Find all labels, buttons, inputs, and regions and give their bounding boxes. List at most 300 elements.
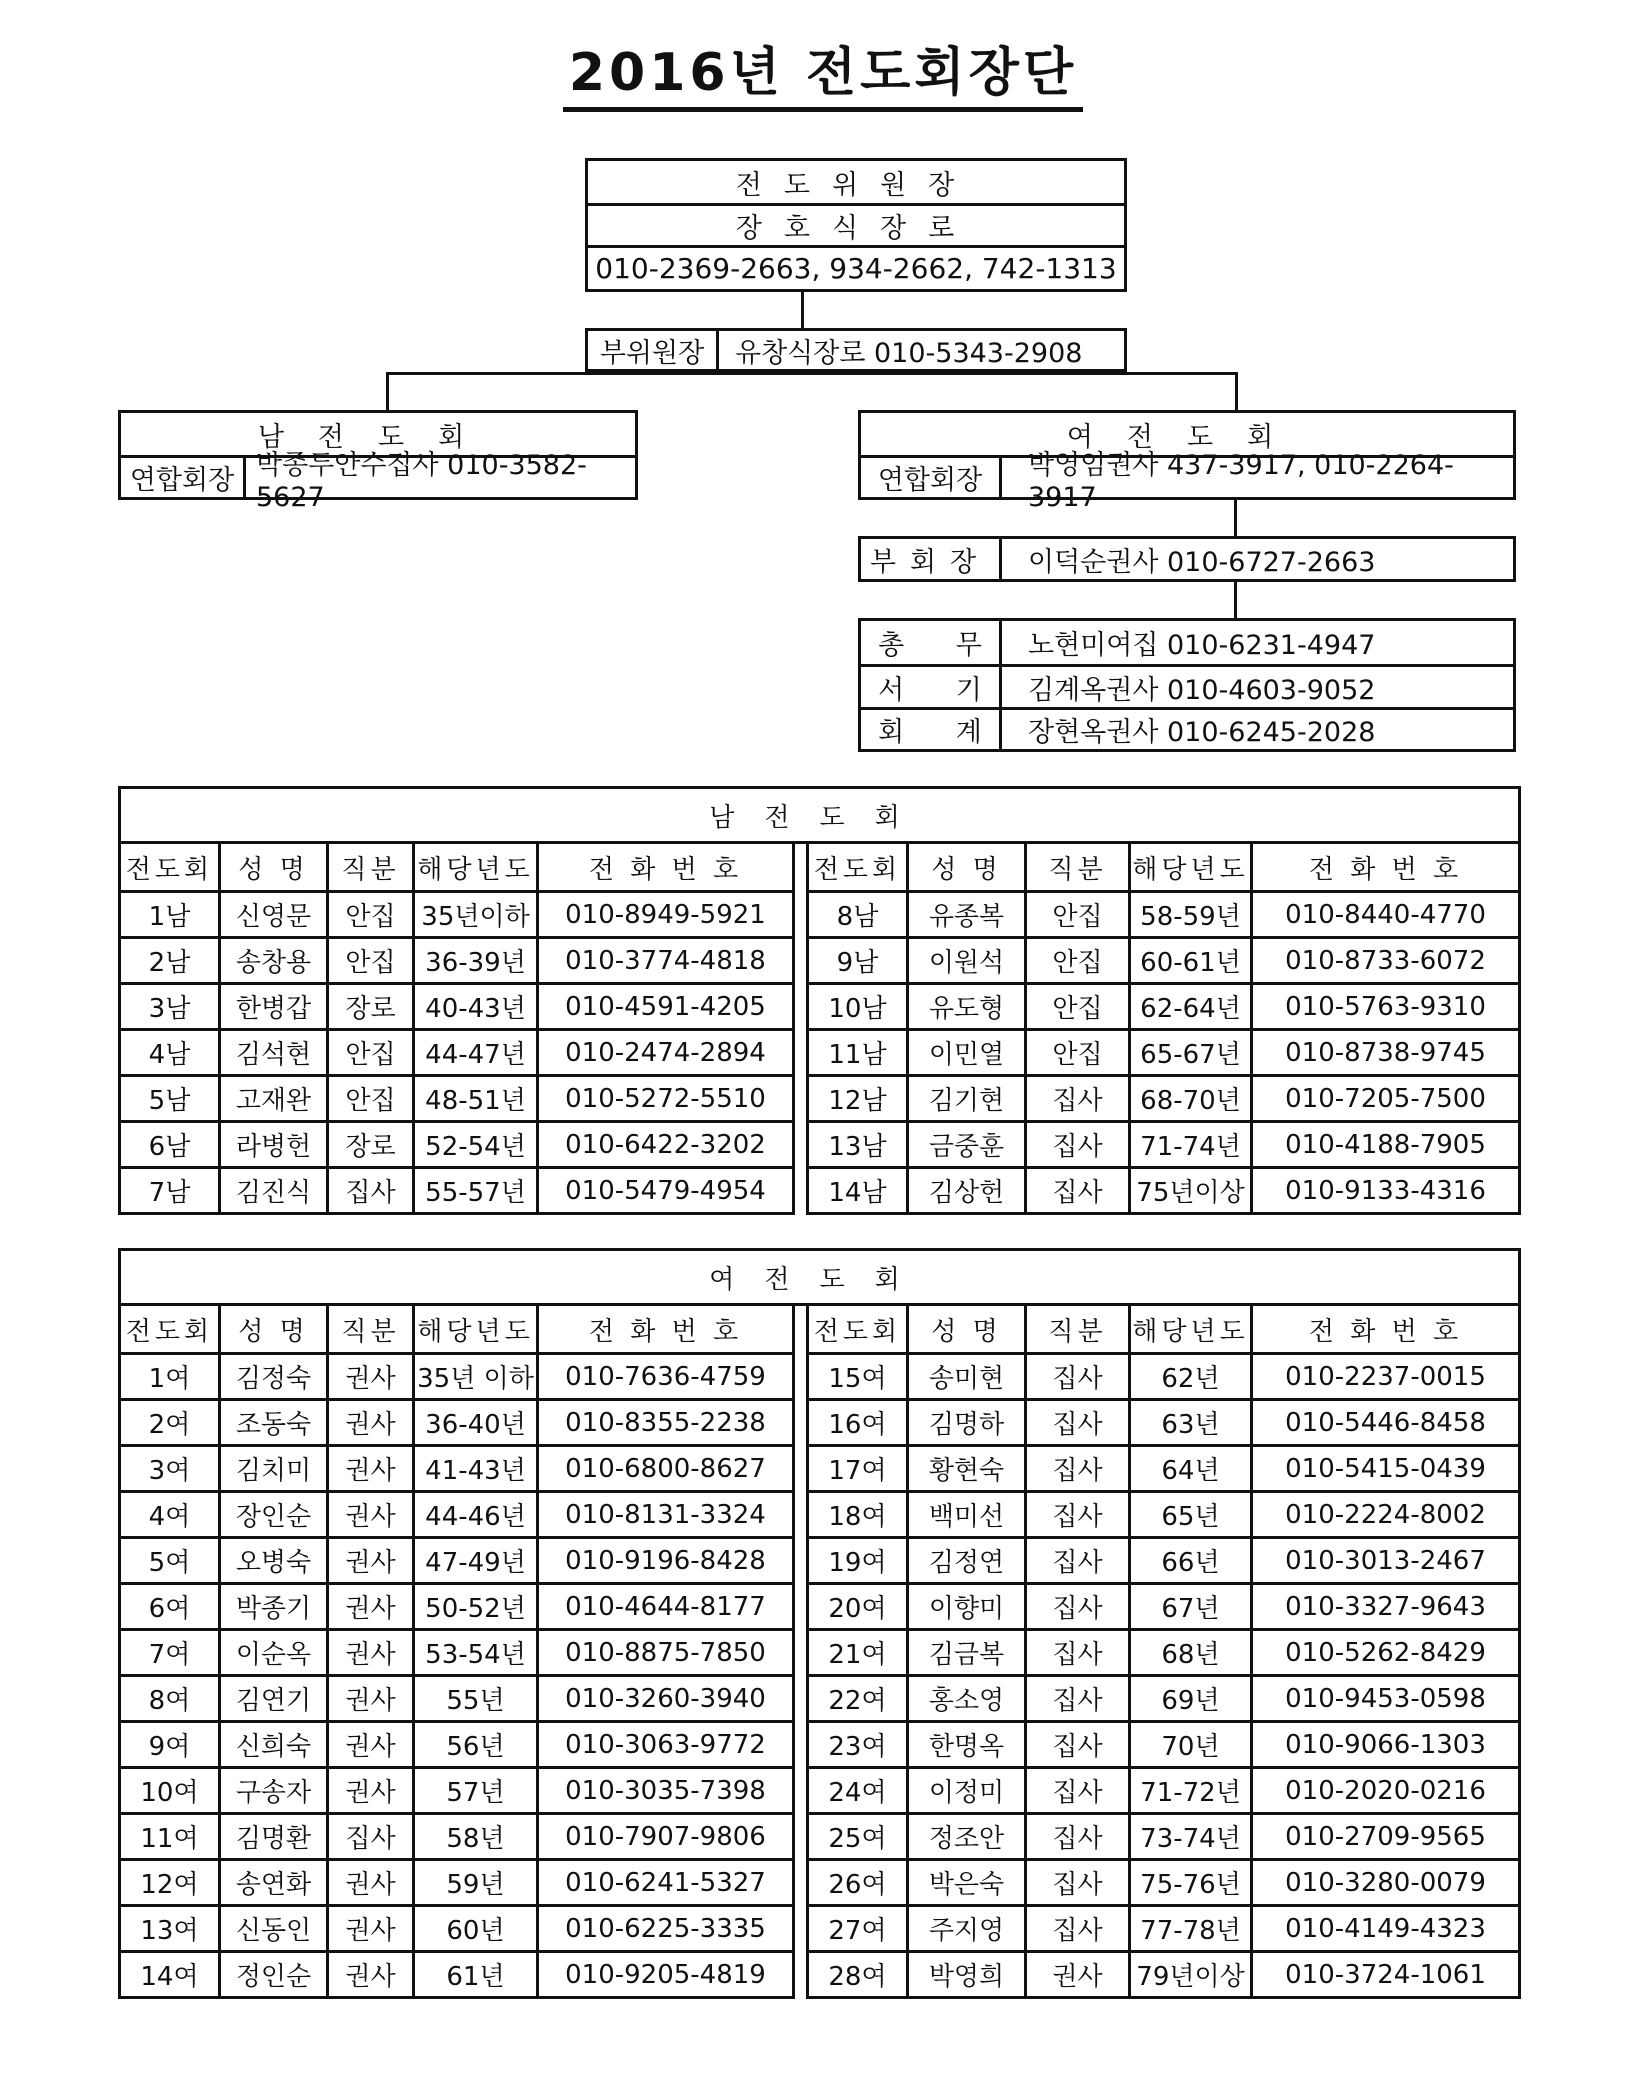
group-cell: 26여 xyxy=(808,1860,908,1906)
table-caption: 남전도회 xyxy=(120,788,1520,843)
table-gap xyxy=(794,1030,808,1076)
office-cell: 권사 xyxy=(1026,1952,1130,1998)
table-header-row xyxy=(120,1305,1520,1354)
phone-cell: 010-3774-4818 xyxy=(538,938,794,984)
year-cell: 50-52년 xyxy=(414,1584,538,1630)
year-cell: 65-67년 xyxy=(1130,1030,1252,1076)
table-caption-row xyxy=(120,1250,1520,1305)
officer-value: 장현옥권사 010-6245-2028 xyxy=(999,710,1513,749)
group-cell: 23여 xyxy=(808,1722,908,1768)
group-cell: 4남 xyxy=(120,1030,220,1076)
phone-cell: 010-6225-3335 xyxy=(538,1906,794,1952)
column-header: 전도회 xyxy=(808,843,908,892)
group-cell: 14남 xyxy=(808,1168,908,1214)
women-vice-value: 이덕순권사 010-6727-2663 xyxy=(999,539,1513,579)
group-cell: 11남 xyxy=(808,1030,908,1076)
column-header: 직분 xyxy=(328,843,414,892)
name-cell: 오병숙 xyxy=(220,1538,328,1584)
office-cell: 집사 xyxy=(328,1814,414,1860)
phone-cell: 010-4188-7905 xyxy=(1252,1122,1520,1168)
group-cell: 18여 xyxy=(808,1492,908,1538)
table-row xyxy=(120,1400,1520,1446)
phone-cell: 010-2474-2894 xyxy=(538,1030,794,1076)
office-cell: 권사 xyxy=(328,1446,414,1492)
group-cell: 10여 xyxy=(120,1768,220,1814)
men-org-label: 연합회장 xyxy=(129,465,235,496)
group-cell: 12여 xyxy=(120,1860,220,1906)
table-gap xyxy=(794,1860,808,1906)
table-gap xyxy=(794,1305,808,1354)
phone-cell: 010-9205-4819 xyxy=(538,1952,794,1998)
phone-cell: 010-9133-4316 xyxy=(1252,1168,1520,1214)
name-cell: 김상헌 xyxy=(908,1168,1026,1214)
year-cell: 73-74년 xyxy=(1130,1814,1252,1860)
group-cell: 20여 xyxy=(808,1584,908,1630)
year-cell: 48-51년 xyxy=(414,1076,538,1122)
year-cell: 75-76년 xyxy=(1130,1860,1252,1906)
phone-cell: 010-2020-0216 xyxy=(1252,1768,1520,1814)
officer-label: 회 계 xyxy=(878,717,982,748)
phone-cell: 010-3724-1061 xyxy=(1252,1952,1520,1998)
office-cell: 권사 xyxy=(328,1676,414,1722)
group-cell: 8여 xyxy=(120,1676,220,1722)
office-cell: 안집 xyxy=(328,892,414,938)
name-cell: 홍소영 xyxy=(908,1676,1026,1722)
table-gap xyxy=(794,843,808,892)
year-cell: 52-54년 xyxy=(414,1122,538,1168)
name-cell: 김진식 xyxy=(220,1168,328,1214)
office-cell: 집사 xyxy=(328,1168,414,1214)
column-header: 성 명 xyxy=(908,1305,1026,1354)
year-cell: 75년이상 xyxy=(1130,1168,1252,1214)
office-cell: 안집 xyxy=(1026,1030,1130,1076)
name-cell: 이향미 xyxy=(908,1584,1026,1630)
name-cell: 라병헌 xyxy=(220,1122,328,1168)
office-cell: 권사 xyxy=(328,1400,414,1446)
phone-cell: 010-3035-7398 xyxy=(538,1768,794,1814)
women-officers-box xyxy=(858,618,1516,752)
group-cell: 12남 xyxy=(808,1076,908,1122)
table-row xyxy=(120,1354,1520,1400)
name-cell: 한명옥 xyxy=(908,1722,1026,1768)
office-cell: 안집 xyxy=(328,938,414,984)
office-cell: 안집 xyxy=(1026,984,1130,1030)
table-gap xyxy=(794,1168,808,1214)
column-header: 전도회 xyxy=(808,1305,908,1354)
table-gap xyxy=(794,1538,808,1584)
group-cell: 7여 xyxy=(120,1630,220,1676)
committee-chair-box xyxy=(585,158,1127,292)
phone-cell: 010-8355-2238 xyxy=(538,1400,794,1446)
group-cell: 9남 xyxy=(808,938,908,984)
table-gap xyxy=(794,1076,808,1122)
table-gap xyxy=(794,1906,808,1952)
table-gap xyxy=(794,1584,808,1630)
office-cell: 권사 xyxy=(328,1492,414,1538)
name-cell: 유도형 xyxy=(908,984,1026,1030)
group-cell: 5남 xyxy=(120,1076,220,1122)
vice-chair-value: 유창식장로 010-5343-2908 xyxy=(716,331,1124,369)
phone-cell: 010-4644-8177 xyxy=(538,1584,794,1630)
name-cell: 주지영 xyxy=(908,1906,1026,1952)
office-cell: 집사 xyxy=(1026,1446,1130,1492)
table-row xyxy=(120,1122,1520,1168)
table-row xyxy=(120,1076,1520,1122)
table-row xyxy=(120,1538,1520,1584)
office-cell: 집사 xyxy=(1026,1492,1130,1538)
name-cell: 한병갑 xyxy=(220,984,328,1030)
name-cell: 김명환 xyxy=(220,1814,328,1860)
column-header: 전도회 xyxy=(120,843,220,892)
office-cell: 집사 xyxy=(1026,1768,1130,1814)
phone-cell: 010-3327-9643 xyxy=(1252,1584,1520,1630)
name-cell: 신희숙 xyxy=(220,1722,328,1768)
office-cell: 권사 xyxy=(328,1860,414,1906)
committee-role: 전도위원장 xyxy=(735,169,977,201)
office-cell: 집사 xyxy=(1026,1584,1130,1630)
year-cell: 55년 xyxy=(414,1676,538,1722)
phone-cell: 010-5272-5510 xyxy=(538,1076,794,1122)
table-gap xyxy=(794,1122,808,1168)
year-cell: 41-43년 xyxy=(414,1446,538,1492)
group-cell: 5여 xyxy=(120,1538,220,1584)
name-cell: 박종기 xyxy=(220,1584,328,1630)
office-cell: 집사 xyxy=(1026,1814,1130,1860)
column-header: 전도회 xyxy=(120,1305,220,1354)
year-cell: 60년 xyxy=(414,1906,538,1952)
table-caption-row xyxy=(120,788,1520,843)
phone-cell: 010-6422-3202 xyxy=(538,1122,794,1168)
name-cell: 김연기 xyxy=(220,1676,328,1722)
year-cell: 44-47년 xyxy=(414,1030,538,1076)
name-cell: 김금복 xyxy=(908,1630,1026,1676)
year-cell: 63년 xyxy=(1130,1400,1252,1446)
year-cell: 61년 xyxy=(414,1952,538,1998)
phone-cell: 010-3063-9772 xyxy=(538,1722,794,1768)
year-cell: 56년 xyxy=(414,1722,538,1768)
phone-cell: 010-4591-4205 xyxy=(538,984,794,1030)
office-cell: 집사 xyxy=(1026,1122,1130,1168)
table-row xyxy=(120,1722,1520,1768)
year-cell: 62-64년 xyxy=(1130,984,1252,1030)
year-cell: 60-61년 xyxy=(1130,938,1252,984)
year-cell: 79년이상 xyxy=(1130,1952,1252,1998)
phone-cell: 010-4149-4323 xyxy=(1252,1906,1520,1952)
group-cell: 3여 xyxy=(120,1446,220,1492)
group-cell: 6여 xyxy=(120,1584,220,1630)
group-cell: 16여 xyxy=(808,1400,908,1446)
name-cell: 김정연 xyxy=(908,1538,1026,1584)
table-row xyxy=(120,1630,1520,1676)
phone-cell: 010-3260-3940 xyxy=(538,1676,794,1722)
column-header: 성 명 xyxy=(220,843,328,892)
name-cell: 유종복 xyxy=(908,892,1026,938)
office-cell: 집사 xyxy=(1026,1400,1130,1446)
group-cell: 19여 xyxy=(808,1538,908,1584)
office-cell: 권사 xyxy=(328,1906,414,1952)
group-cell: 15여 xyxy=(808,1354,908,1400)
officer-value: 김계옥권사 010-4603-9052 xyxy=(999,667,1513,707)
table-row xyxy=(120,984,1520,1030)
phone-cell: 010-5415-0439 xyxy=(1252,1446,1520,1492)
column-header: 직분 xyxy=(1026,843,1130,892)
table-row xyxy=(120,1030,1520,1076)
office-cell: 장로 xyxy=(328,984,414,1030)
phone-cell: 010-2224-8002 xyxy=(1252,1492,1520,1538)
name-cell: 이민열 xyxy=(908,1030,1026,1076)
vice-chair-label: 부위원장 xyxy=(599,337,705,369)
officer-value: 노현미여집 010-6231-4947 xyxy=(999,621,1513,664)
group-cell: 13남 xyxy=(808,1122,908,1168)
office-cell: 집사 xyxy=(1026,1168,1130,1214)
name-cell: 김석현 xyxy=(220,1030,328,1076)
table-gap xyxy=(794,1446,808,1492)
name-cell: 김기현 xyxy=(908,1076,1026,1122)
men-org-box xyxy=(118,410,638,513)
office-cell: 집사 xyxy=(1026,1354,1130,1400)
phone-cell: 010-3013-2467 xyxy=(1252,1538,1520,1584)
year-cell: 53-54년 xyxy=(414,1630,538,1676)
women-mission-table xyxy=(118,1248,1521,1999)
table-gap xyxy=(794,1492,808,1538)
group-cell: 2남 xyxy=(120,938,220,984)
phone-cell: 010-7907-9806 xyxy=(538,1814,794,1860)
name-cell: 이정미 xyxy=(908,1768,1026,1814)
group-cell: 4여 xyxy=(120,1492,220,1538)
year-cell: 71-72년 xyxy=(1130,1768,1252,1814)
office-cell: 안집 xyxy=(1026,938,1130,984)
officer-label: 서 기 xyxy=(878,674,982,706)
name-cell: 고재완 xyxy=(220,1076,328,1122)
phone-cell: 010-8440-4770 xyxy=(1252,892,1520,938)
phone-cell: 010-9066-1303 xyxy=(1252,1722,1520,1768)
table-gap xyxy=(794,1400,808,1446)
group-cell: 6남 xyxy=(120,1122,220,1168)
office-cell: 안집 xyxy=(1026,892,1130,938)
group-cell: 27여 xyxy=(808,1906,908,1952)
table-row xyxy=(120,938,1520,984)
year-cell: 77-78년 xyxy=(1130,1906,1252,1952)
table-gap xyxy=(794,892,808,938)
women-vice-box xyxy=(858,536,1516,582)
table-row xyxy=(120,1676,1520,1722)
office-cell: 집사 xyxy=(1026,1906,1130,1952)
office-cell: 권사 xyxy=(328,1722,414,1768)
table-row xyxy=(120,1492,1520,1538)
office-cell: 권사 xyxy=(328,1584,414,1630)
group-cell: 21여 xyxy=(808,1630,908,1676)
table-row xyxy=(120,1814,1520,1860)
office-cell: 권사 xyxy=(328,1354,414,1400)
group-cell: 1남 xyxy=(120,892,220,938)
year-cell: 67년 xyxy=(1130,1584,1252,1630)
name-cell: 김명하 xyxy=(908,1400,1026,1446)
group-cell: 8남 xyxy=(808,892,908,938)
year-cell: 47-49년 xyxy=(414,1538,538,1584)
name-cell: 구송자 xyxy=(220,1768,328,1814)
phone-cell: 010-5763-9310 xyxy=(1252,984,1520,1030)
year-cell: 65년 xyxy=(1130,1492,1252,1538)
column-header: 전 화 번 호 xyxy=(538,1305,794,1354)
phone-cell: 010-5446-8458 xyxy=(1252,1400,1520,1446)
year-cell: 44-46년 xyxy=(414,1492,538,1538)
men-mission-table xyxy=(118,786,1521,1215)
phone-cell: 010-2237-0015 xyxy=(1252,1354,1520,1400)
name-cell: 신동인 xyxy=(220,1906,328,1952)
committee-name: 장호식장로 xyxy=(735,213,977,244)
year-cell: 57년 xyxy=(414,1768,538,1814)
group-cell: 9여 xyxy=(120,1722,220,1768)
column-header: 해당년도 xyxy=(1130,1305,1252,1354)
year-cell: 71-74년 xyxy=(1130,1122,1252,1168)
office-cell: 권사 xyxy=(328,1952,414,1998)
phone-cell: 010-9196-8428 xyxy=(538,1538,794,1584)
name-cell: 송미현 xyxy=(908,1354,1026,1400)
name-cell: 금중훈 xyxy=(908,1122,1026,1168)
name-cell: 박영희 xyxy=(908,1952,1026,1998)
table-caption: 여전도회 xyxy=(120,1250,1520,1305)
table-gap xyxy=(794,1722,808,1768)
group-cell: 1여 xyxy=(120,1354,220,1400)
office-cell: 집사 xyxy=(1026,1076,1130,1122)
column-header: 해당년도 xyxy=(414,843,538,892)
group-cell: 3남 xyxy=(120,984,220,1030)
committee-phones: 010-2369-2663, 934-2662, 742-1313 xyxy=(595,252,1117,285)
office-cell: 안집 xyxy=(328,1030,414,1076)
year-cell: 59년 xyxy=(414,1860,538,1906)
column-header: 전 화 번 호 xyxy=(1252,843,1520,892)
table-header-row xyxy=(120,843,1520,892)
name-cell: 백미선 xyxy=(908,1492,1026,1538)
name-cell: 김치미 xyxy=(220,1446,328,1492)
group-cell: 25여 xyxy=(808,1814,908,1860)
group-cell: 10남 xyxy=(808,984,908,1030)
women-org-title: 여전도회 xyxy=(1066,421,1308,453)
phone-cell: 010-8949-5921 xyxy=(538,892,794,938)
name-cell: 장인순 xyxy=(220,1492,328,1538)
men-org-title: 남전도회 xyxy=(257,421,499,453)
table-row xyxy=(120,1768,1520,1814)
column-header: 직분 xyxy=(328,1305,414,1354)
office-cell: 안집 xyxy=(328,1076,414,1122)
group-cell: 24여 xyxy=(808,1768,908,1814)
table-row xyxy=(120,1906,1520,1952)
vice-chair-box xyxy=(585,328,1127,372)
year-cell: 68년 xyxy=(1130,1630,1252,1676)
phone-cell: 010-8875-7850 xyxy=(538,1630,794,1676)
men-org-value: 박종두안수집사 010-3582-5627 xyxy=(243,458,635,497)
office-cell: 장로 xyxy=(328,1122,414,1168)
women-vice-label: 부회장 xyxy=(869,546,991,578)
office-cell: 권사 xyxy=(328,1630,414,1676)
name-cell: 정조안 xyxy=(908,1814,1026,1860)
column-header: 전 화 번 호 xyxy=(1252,1305,1520,1354)
column-header: 전 화 번 호 xyxy=(538,843,794,892)
table-gap xyxy=(794,1814,808,1860)
phone-cell: 010-5262-8429 xyxy=(1252,1630,1520,1676)
phone-cell: 010-8733-6072 xyxy=(1252,938,1520,984)
year-cell: 35년이하 xyxy=(414,892,538,938)
group-cell: 14여 xyxy=(120,1952,220,1998)
column-header: 해당년도 xyxy=(414,1305,538,1354)
phone-cell: 010-6800-8627 xyxy=(538,1446,794,1492)
year-cell: 64년 xyxy=(1130,1446,1252,1492)
table-row xyxy=(120,1168,1520,1214)
year-cell: 55-57년 xyxy=(414,1168,538,1214)
phone-cell: 010-7205-7500 xyxy=(1252,1076,1520,1122)
name-cell: 송창용 xyxy=(220,938,328,984)
phone-cell: 010-2709-9565 xyxy=(1252,1814,1520,1860)
phone-cell: 010-5479-4954 xyxy=(538,1168,794,1214)
year-cell: 35년 이하 xyxy=(414,1354,538,1400)
office-cell: 집사 xyxy=(1026,1722,1130,1768)
year-cell: 58년 xyxy=(414,1814,538,1860)
office-cell: 집사 xyxy=(1026,1630,1130,1676)
name-cell: 신영문 xyxy=(220,892,328,938)
table-gap xyxy=(794,1354,808,1400)
year-cell: 58-59년 xyxy=(1130,892,1252,938)
year-cell: 36-39년 xyxy=(414,938,538,984)
column-header: 해당년도 xyxy=(1130,843,1252,892)
phone-cell: 010-9453-0598 xyxy=(1252,1676,1520,1722)
office-cell: 집사 xyxy=(1026,1860,1130,1906)
table-gap xyxy=(794,1952,808,1998)
name-cell: 박은숙 xyxy=(908,1860,1026,1906)
column-header: 성 명 xyxy=(908,843,1026,892)
women-org-label: 연합회장 xyxy=(877,465,983,496)
table-gap xyxy=(794,1768,808,1814)
table-row xyxy=(120,1860,1520,1906)
year-cell: 62년 xyxy=(1130,1354,1252,1400)
group-cell: 17여 xyxy=(808,1446,908,1492)
name-cell: 송연화 xyxy=(220,1860,328,1906)
phone-cell: 010-8738-9745 xyxy=(1252,1030,1520,1076)
group-cell: 13여 xyxy=(120,1906,220,1952)
office-cell: 집사 xyxy=(1026,1676,1130,1722)
table-row xyxy=(120,1952,1520,1998)
table-row xyxy=(120,1584,1520,1630)
name-cell: 황현숙 xyxy=(908,1446,1026,1492)
group-cell: 22여 xyxy=(808,1676,908,1722)
year-cell: 69년 xyxy=(1130,1676,1252,1722)
phone-cell: 010-7636-4759 xyxy=(538,1354,794,1400)
year-cell: 66년 xyxy=(1130,1538,1252,1584)
office-cell: 권사 xyxy=(328,1538,414,1584)
table-gap xyxy=(794,938,808,984)
office-cell: 권사 xyxy=(328,1768,414,1814)
phone-cell: 010-8131-3324 xyxy=(538,1492,794,1538)
table-row xyxy=(120,1446,1520,1492)
office-cell: 집사 xyxy=(1026,1538,1130,1584)
year-cell: 40-43년 xyxy=(414,984,538,1030)
column-header: 성 명 xyxy=(220,1305,328,1354)
year-cell: 36-40년 xyxy=(414,1400,538,1446)
group-cell: 28여 xyxy=(808,1952,908,1998)
year-cell: 70년 xyxy=(1130,1722,1252,1768)
phone-cell: 010-3280-0079 xyxy=(1252,1860,1520,1906)
name-cell: 이원석 xyxy=(908,938,1026,984)
name-cell: 정인순 xyxy=(220,1952,328,1998)
name-cell: 이순옥 xyxy=(220,1630,328,1676)
table-row xyxy=(120,892,1520,938)
group-cell: 7남 xyxy=(120,1168,220,1214)
name-cell: 김정숙 xyxy=(220,1354,328,1400)
women-org-box xyxy=(858,410,1516,513)
table-gap xyxy=(794,984,808,1030)
column-header: 직분 xyxy=(1026,1305,1130,1354)
table-gap xyxy=(794,1630,808,1676)
name-cell: 조동숙 xyxy=(220,1400,328,1446)
